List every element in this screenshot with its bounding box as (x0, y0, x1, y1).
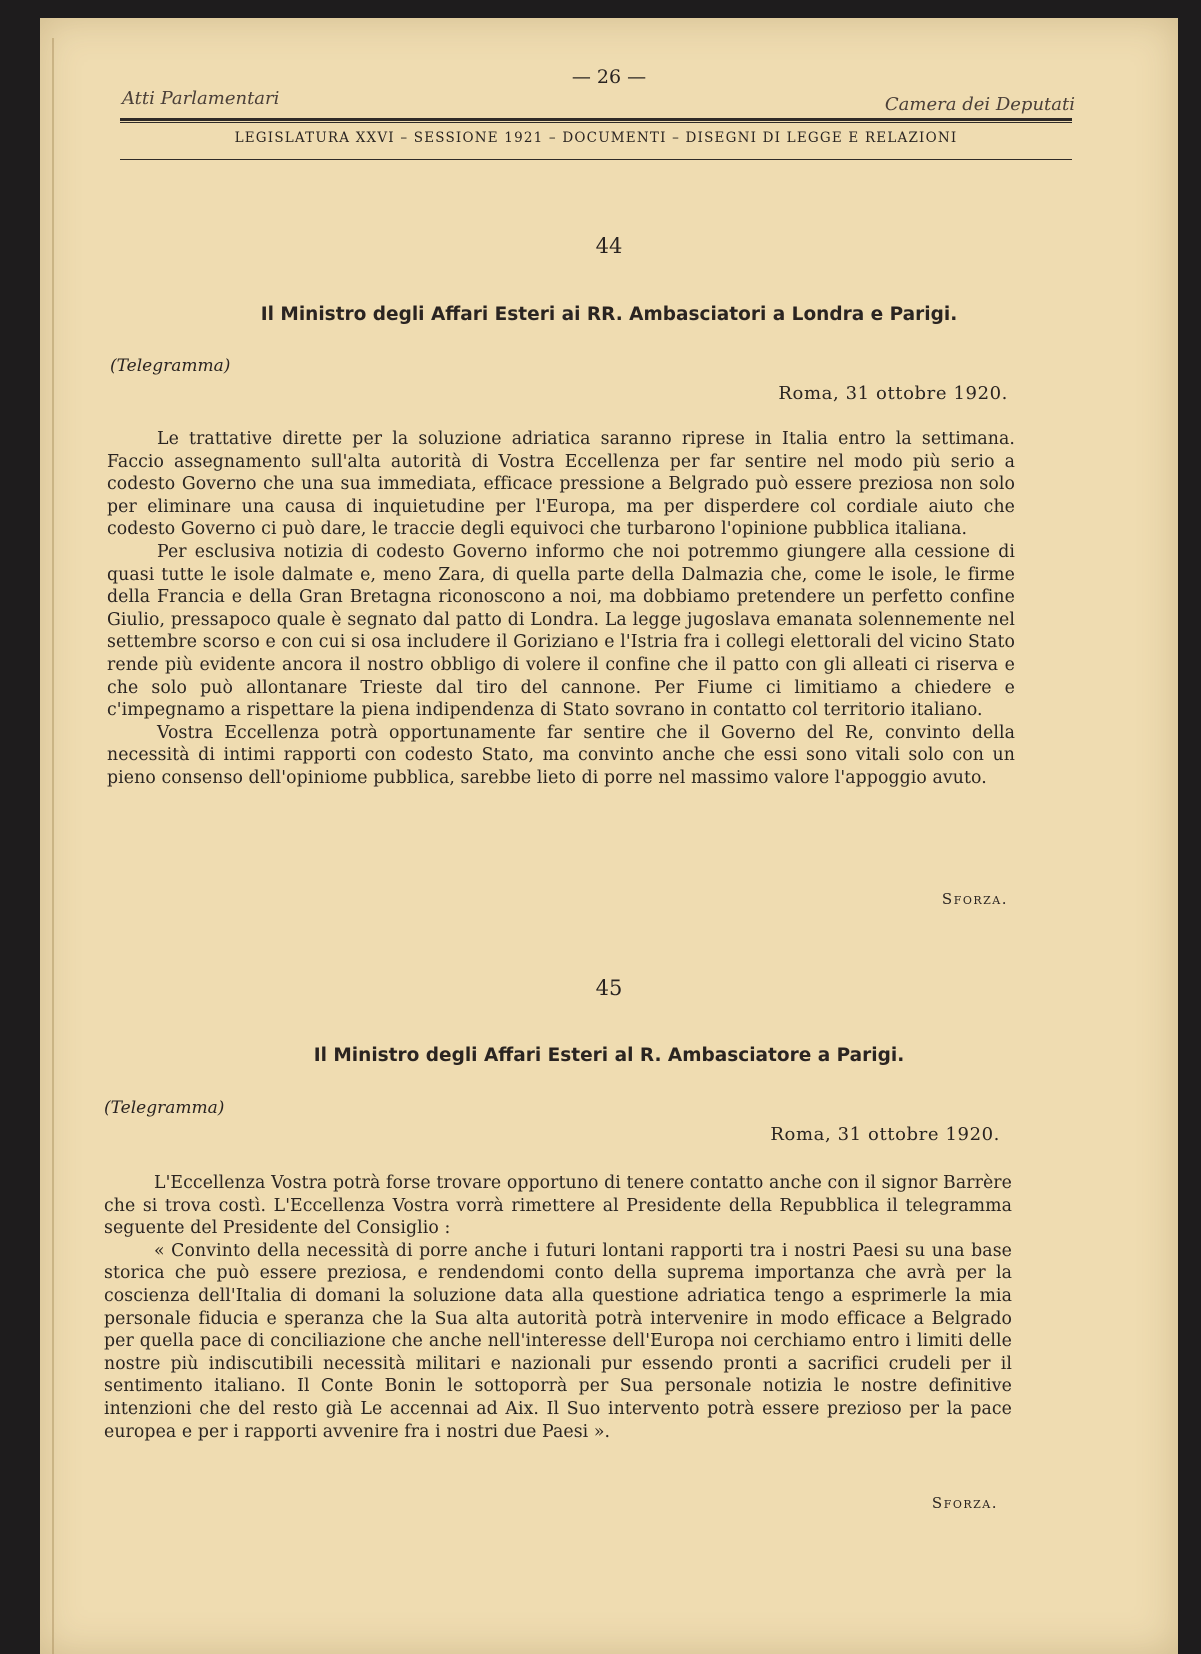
legislature-line: LEGISLATURA XXVI – SESSIONE 1921 – DOCUMENTI – DISEGNI DI LEGGE E RELAZIONI (234, 130, 958, 146)
header-rule-bottom (120, 159, 1072, 160)
doc44-paragraph: Le trattative dirette per la soluzione adriatica saranno riprese in Italia entro la settimana. Faccio assegnamento sull'alta autorità di Vostra Eccellenza per far sentire nel modo più serio a codesto Governo che una sua immediata, efficace pressione a Belgrado può essere preziosa non solo per eliminare una causa di inquietudine per l'Europa, ma per disperdere col cordiale aiuto che codesto Governo ci può dare, le traccie degli equivoci che turbarono l'opinione pubblica italiana. (107, 429, 1015, 540)
doc44-number: 44 (595, 234, 623, 258)
header-rule-thick (120, 118, 1072, 121)
doc45-signature: Sforza. (931, 1494, 998, 1512)
doc44-title: Il Ministro degli Affari Esteri ai RR. Ambasciatori a Londra e Parigi. (260, 304, 958, 325)
doc44-paragraph: Vostra Eccellenza potrà opportunamente far sentire che il Governo del Re, convinto della necessità di intimi rapporti con codesto Stato, ma convinto anche che essi sono vitali solo con un pieno consenso dell'opiniome pubblica, sarebbe lieto di porre nel massimo valore l'appoggio avuto. (107, 722, 1015, 788)
doc45-paragraph: L'Eccellenza Vostra potrà forse trovare opportuno di tenere contatto anche con il signor Barrère che si trova costì. L'Eccellenza Vostra vorrà rimettere al Presidente della Repubblica il telegramma seguente del Presidente del Consiglio : (104, 1173, 1012, 1239)
doc45-date: Roma, 31 ottobre 1920. (770, 1124, 1000, 1145)
doc45-type: (Telegramma) (104, 1098, 225, 1118)
doc45-title: Il Ministro degli Affari Esteri al R. Ambasciatore a Parigi. (313, 1045, 905, 1066)
page-number: — 26 — (571, 66, 647, 88)
doc44-type: (Telegramma) (110, 356, 231, 376)
doc45-body (104, 1172, 1012, 1443)
doc45-number: 45 (595, 976, 623, 1000)
document-page (40, 18, 1178, 1654)
doc44-paragraph: Per esclusiva notizia di codesto Governo informo che noi potremmo giungere alla cessione di quasi tutte le isole dalmate e, meno Zara, di quella parte della Dalmazia che, come le isole, le firme della Francia e della Gran Bretagna riconoscono a noi, ma dobbiamo pretendere un perfetto confine Giulio, pressapoco quale è segnato dal patto di Londra. La legge jugoslava emanata solennemente nel settembre scorso e con cui si osa includere il Goriziano e l'Istria fra i collegi elettorali del vicino Stato rende più evidente ancora il nostro obbligo di volere il confine che il patto con gli alleati ci riserva e che solo può allontanare Trieste dal tiro del cannone. Per Fiume ci limitiamo a chiedere e c'impegnamo a rispettare la piena indipendenza di Stato sovrano in contatto col territorio italiano. (107, 541, 1015, 721)
doc44-date: Roma, 31 ottobre 1920. (778, 383, 1008, 404)
header-rule-thin (120, 122, 1072, 123)
doc45-paragraph: « Convinto della necessità di porre anche i futuri lontani rapporti tra i nostri Paesi su una base storica che può essere preziosa, e rendendomi conto della suprema importanza che avrà per la coscienza dell'Italia di domani la soluzione data alla questione adriatica tengo a esprimerle la mia personale fiducia e speranza che la Sua alta autorità potrà intervenire in modo efficace a Belgrado per quella pace di conciliazione che anche nell'interesse dell'Europa noi cerchiamo entro i limiti delle nostre più indiscutibili necessità militari e nazionali pur essendo pronti a sacrifici crudeli per il sentimento italiano. Il Conte Bonin le sottoporrà per Sua personale notizia le nostre definitive intenzioni che del resto già Le accennai ad Aix. Il Suo intervento potrà essere prezioso per la pace europea e per i rapporti avvenire fra i nostri due Paesi ». (104, 1240, 1012, 1442)
header-left: Atti Parlamentari (122, 88, 280, 109)
header-right: Camera dei Deputati (884, 94, 1075, 115)
doc44-body (107, 428, 1015, 790)
doc44-signature: Sforza. (941, 890, 1008, 908)
